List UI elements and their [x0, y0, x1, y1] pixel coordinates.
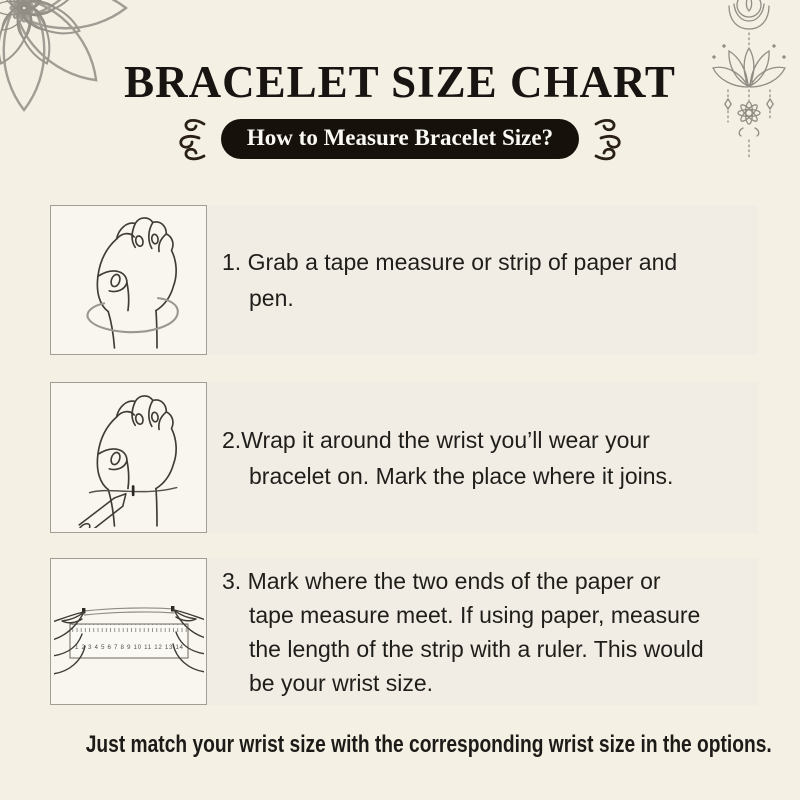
- step-1-illustration-box: [50, 205, 207, 355]
- step-1-text: [222, 205, 752, 355]
- step-line: the length of the strip with a ruler. This would: [249, 635, 704, 662]
- step-2-illustration-box: [50, 382, 207, 533]
- step-line: be your wrist size.: [249, 669, 434, 696]
- ruler-measure-illustration-icon: [54, 563, 204, 700]
- step-row-2: [50, 382, 758, 533]
- step-row-1: [50, 205, 758, 355]
- step-line: tape measure meet. If using paper, measure: [249, 601, 701, 628]
- step-3-text: [222, 558, 752, 705]
- fist-tape-illustration-icon: [54, 210, 204, 350]
- fist-pen-illustration-icon: [54, 388, 204, 528]
- page-title: BRACELET SIZE CHART: [124, 57, 676, 107]
- subtitle-row: [0, 116, 800, 162]
- step-line: pen.: [249, 285, 294, 311]
- subtitle-pill: [221, 119, 579, 159]
- step-line: 3. Mark where the two ends of the paper or: [222, 567, 661, 594]
- curly-flourish-right-icon: [590, 116, 626, 162]
- step-line: 2.Wrap it around the wrist you’ll wear your: [222, 426, 650, 453]
- ruler-numbers: 1 2 3 4 5 6 7 8 9 10 11 12 13 14: [74, 644, 183, 651]
- step-2-text: [222, 382, 752, 533]
- curly-flourish-left-icon: [174, 116, 210, 162]
- footer-note: Just match your wrist size with the corresponding wrist size in the options.: [85, 731, 772, 758]
- step-row-3: [50, 558, 758, 705]
- step-line: 1. Grab a tape measure or strip of paper and: [222, 249, 678, 275]
- subtitle-label: How to Measure Bracelet Size?: [246, 125, 554, 150]
- step-line: bracelet on. Mark the place where it joins.: [249, 462, 674, 489]
- footer: [0, 731, 800, 759]
- step-3-illustration-box: [50, 558, 207, 705]
